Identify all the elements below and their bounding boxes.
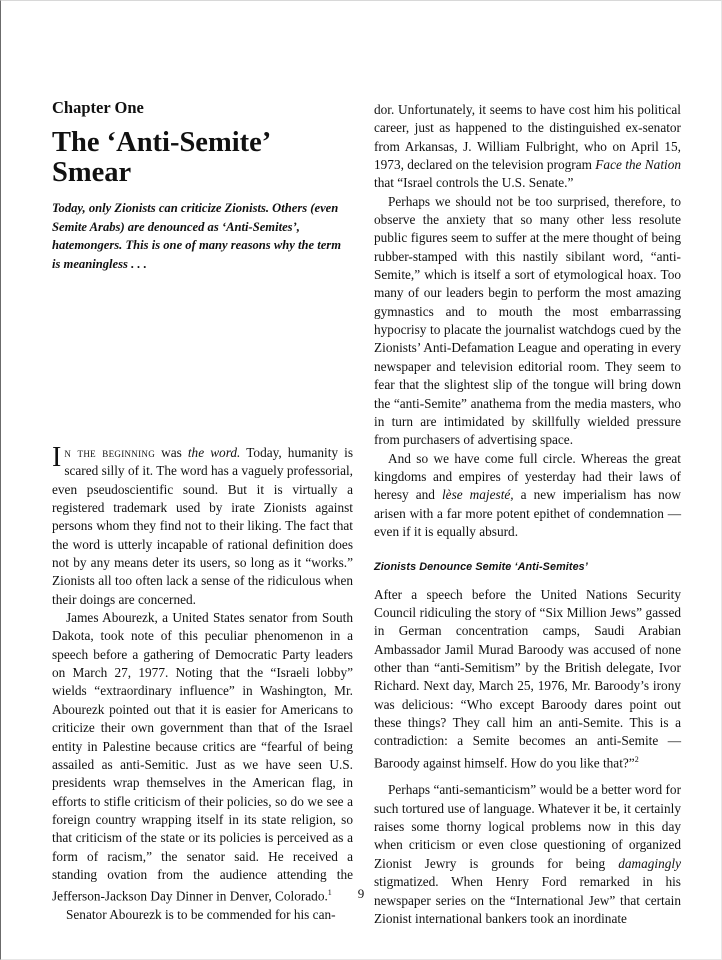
text-run: stigmatized. When Henry Ford remarked in his newspaper series on the “International Jew” that certain Zionist international bankers took an inordinate [374, 874, 681, 926]
right-paragraph-5 [374, 781, 681, 928]
text-run: Today, humanity is scared silly of it. The word has a vaguely professorial, even pseudoscientific sound. But it is virtually a registered trademark used by irate Zionists against persons whom they find not to their liking. The fact that the word is utterly incapable of rational definition does not by any means deter its users, so long as it “works.” Zionists all too often lack a sense of the ridiculous when their doings are concerned. [52, 445, 353, 607]
footnote-marker-1[interactable]: 1 [327, 888, 332, 898]
footnote-marker-2[interactable]: 2 [634, 754, 639, 764]
drop-cap: I [52, 442, 62, 473]
italic-run: the word. [187, 445, 241, 460]
left-paragraph-3: Senator Abourezk is to be commended for his can- [66, 907, 336, 923]
right-paragraph-4 [374, 586, 681, 773]
left-column [52, 444, 353, 924]
page-number: 9 [357, 886, 365, 901]
section-subhead: Zionists Denounce Semite ‘Anti-Semites’ [374, 561, 588, 574]
right-paragraph-3 [374, 450, 681, 542]
chapter-label: Chapter One [52, 98, 144, 117]
lead-smallcaps: n the beginning [64, 445, 155, 460]
text-run: Perhaps “anti-semanticism” would be a better word for such tortured use of language. Whatever it be, it certainly raises some thorny logical problems now in this day when criticism or even close questioning of organized Zionist Jewry is grounds for being [374, 782, 681, 871]
italic-run: lèse majesté, [441, 487, 514, 503]
right-paragraph-1 [374, 101, 681, 193]
text-run: After a speech before the United Nations Security Council ridiculing the story of “Six Million Jews” gassed in German concentration camps, Saudi Arabian Ambassador Jamil Murad Baroody was accused of none other than “anti-Semitism” by the British delegate, Ivor Richard. Next day, March 25, 1976, Mr. Baroody’s irony was delicious: “Who except Baroody dares point out these things? They call him an anti-Semite. This is a contradiction: a Semite becomes an anti-Semite — Baroody against himself. How do you like that?” [374, 586, 681, 771]
text-run: dor. Unfortunately, it seems to have cost him his political career, just as happened to the distinguished ex-senator from Arkansas, J. William Fulbright, who on April 15, 1973, declared on the television program [374, 102, 681, 173]
chapter-intro: Today, only Zionists can criticize Zionists. Others (even Semite Arabs) are denounced as ‘Anti-Semites’, hatemongers. This is one of many reasons why the term is meaningless . . . [52, 201, 341, 271]
text-run: that “Israel controls the U.S. Senate.” [374, 175, 574, 191]
chapter-title: The ‘Anti-Semite’ Smear [52, 127, 270, 188]
right-column [374, 101, 681, 928]
text-run: a new imperialism has now arisen with a far more potent epithet of condemnation — even if it is equally absurd. [374, 487, 681, 539]
italic-run: Face the Nation [595, 157, 682, 173]
text-run: was [155, 445, 188, 460]
text-run: And so we have come full circle. Whereas the great kingdoms and empires of yesterday had their laws of heresy and [374, 450, 681, 503]
left-paragraph-1 [52, 444, 353, 609]
text-run: James Abourezk, a United States senator from South Dakota, took note of this peculiar phenomenon in a speech before a gathering of Democratic Party leaders on March 27, 1977. Noting that the “Israeli lobby” wields “extraordinary influence” in Washington, Mr. Abourezk pointed out that it is easier for Americans to criticize their own government than that of the Israel entity in Palestine because critics are “fearful of being assailed as anti-Semitic. Just as we have seen U.S. presidents wrap themselves in the American flag, in efforts to stifle criticism of their policies, so do we see a foreign country wrapping itself in its state religion, so that criticism of the state or its policies is perceived as a form of racism,” the senator said. He received a standing ovation from the audience attending the Jefferson-Jackson Day Dinner in Denver, Colorado. [52, 610, 353, 904]
italic-run: damagingly [618, 855, 681, 871]
right-paragraph-2: Perhaps we should not be too surprised, therefore, to observe the anxiety that so many other less resolute public figures seem to suffer at the mere thought of being rubber-stamped with this nastily sibilant word, “anti-Semite,” which is itself a sort of etymological hoax. Too many of our leaders begin to perform the most amazing gymnastics and to mouth the most embarrassing hypocrisy to placate the journalist watchdogs cued by the Zionists’ Anti-Defamation League and operating in every newspaper and television editorial room. They seem to fear that the slightest slip of the tongue will bring down the “anti-Semite” anathema from the media masters, who in turn are intimidated by skillfully wielded pressure from purchasers of advertising space. [374, 193, 681, 448]
left-paragraph-2 [52, 609, 353, 906]
